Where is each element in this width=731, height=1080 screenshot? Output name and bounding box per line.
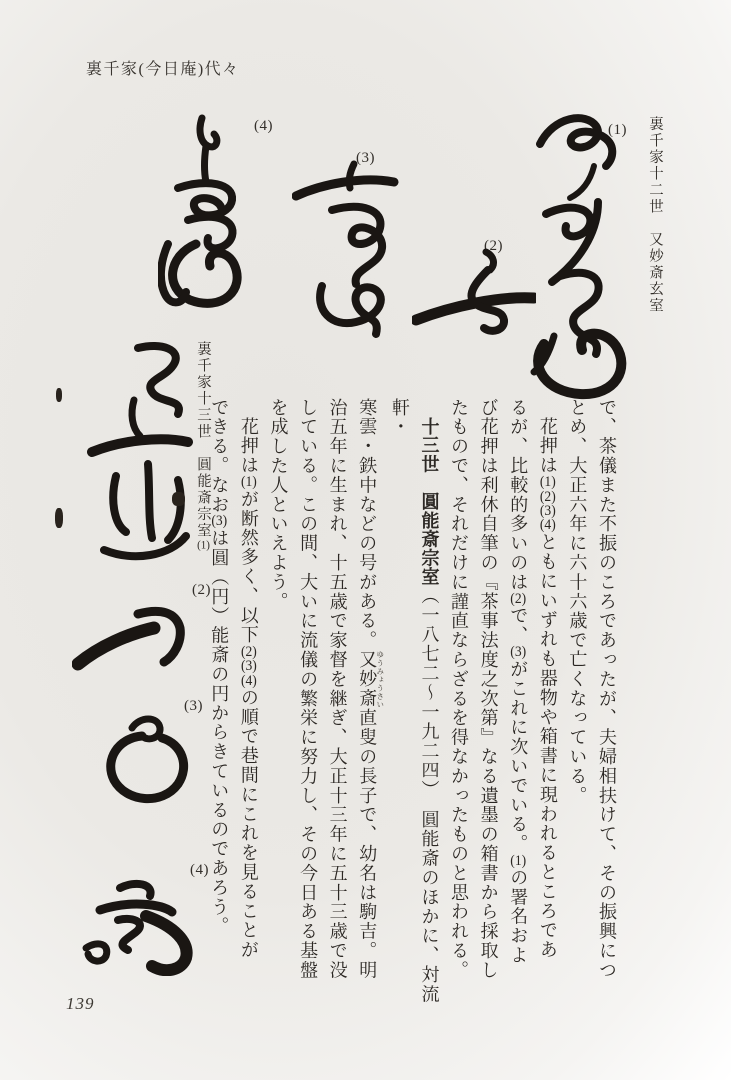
kao-calligraphy-signature-left-1 xyxy=(86,340,194,568)
body-text xyxy=(209,398,621,1022)
body-column: 寒雲・鉄中などの号がある。又妙斎ゆうみょうさい直叟の長子で、幼名は駒吉。明 xyxy=(357,398,385,981)
body-column: 十三世 圓能斎宗室（一八七二〜一九二四） 圓能斎のほかに、対流軒・ xyxy=(389,398,440,1005)
body-column: るが、比較的多いのは(2)で、(3)がこれに次いでいる。(1)の署名およ xyxy=(508,398,529,966)
running-header: 裏千家(今日庵)代々 xyxy=(86,61,240,78)
body-column: び花押は利休自筆の『茶事法度之次第』なる遺墨の箱書から採取し xyxy=(478,398,499,980)
signature-label: (1) xyxy=(608,122,627,138)
signature-label: (2) xyxy=(484,238,503,254)
inline-figure-ref: (4) xyxy=(240,673,257,689)
body-column: できる。なお(3)は圓（円）能斎の円からきているのであろう。 xyxy=(209,398,230,937)
inline-figure-ref: (1) xyxy=(539,475,556,490)
body-column: 治五年に生まれ、十五歳で家督を継ぎ、大正十三年に五十三歳で没 xyxy=(327,398,348,980)
figure-caption-top: 裏千家十二世 又妙斎玄室 xyxy=(647,116,663,314)
page-number: 139 xyxy=(66,994,95,1013)
figure-caption-left: 裏千家十三世 圓能斎宗室(1) xyxy=(195,341,211,551)
inline-figure-ref: (1) xyxy=(240,475,257,490)
signature-label: (3) xyxy=(184,698,203,714)
scan-speck xyxy=(55,508,63,528)
signature-label: (2) xyxy=(192,582,211,598)
kao-calligraphy-signature-left-2 xyxy=(72,602,198,678)
body-column: 花押は(1)が断然多く、以下(2)(3)(4)の順で巷間にこれを見ることが xyxy=(238,417,259,960)
kao-calligraphy-signature-2 xyxy=(412,244,536,336)
kao-calligraphy-signature-left-3 xyxy=(98,712,192,806)
body-column: で、茶儀また不振のころであったが、夫婦相扶けて、その振興につ xyxy=(597,398,617,980)
inline-figure-ref: (1) xyxy=(510,853,527,869)
kao-calligraphy-signature-3 xyxy=(292,158,400,348)
kao-calligraphy-signature-4 xyxy=(158,112,254,314)
inline-figure-ref: (4) xyxy=(539,518,556,533)
body-column: 花押は(1)(2)(3)(4)ともにいずれも器物や箱書に現われるところであ xyxy=(537,417,558,960)
inline-figure-ref: (3) xyxy=(211,514,228,529)
body-column: している。この間、大いに流儀の繁栄に努力し、その今日ある基盤 xyxy=(298,398,319,980)
ruby-annotated-name: 又妙斎ゆうみょうさい xyxy=(357,650,385,709)
inline-figure-ref: (3) xyxy=(510,645,527,660)
signature-label: (3) xyxy=(356,150,375,166)
body-column: たもので、それだけに謹直ならざるを得なかったものと思われる。 xyxy=(449,398,470,980)
inline-figure-ref: (1) xyxy=(197,539,210,551)
signature-label: (4) xyxy=(254,118,273,134)
body-column: を成した人といえよう。 xyxy=(268,398,289,612)
kao-calligraphy-signature-left-4 xyxy=(74,876,198,976)
section-heading: 十三世 圓能斎宗室 xyxy=(419,417,440,587)
scan-speck xyxy=(172,492,185,506)
inline-figure-ref: (2) xyxy=(510,592,527,607)
inline-figure-ref: (3) xyxy=(240,659,257,674)
signature-label: (4) xyxy=(190,862,209,878)
inline-figure-ref: (2) xyxy=(240,644,257,660)
inline-figure-ref: (3) xyxy=(539,504,556,519)
scan-speck xyxy=(56,388,62,402)
body-column: とめ、大正六年に六十六歳で亡くなっている。 xyxy=(567,398,588,806)
inline-figure-ref: (2) xyxy=(539,489,556,505)
